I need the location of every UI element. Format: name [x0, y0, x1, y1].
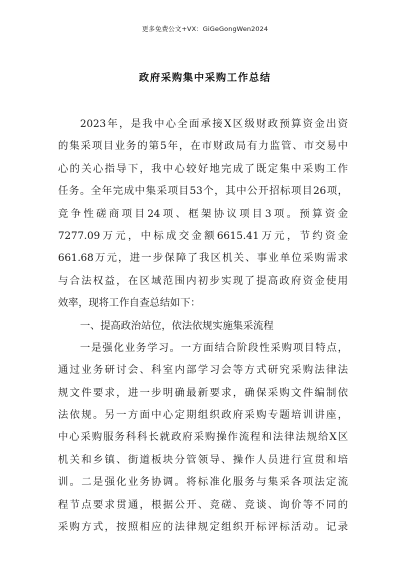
- body-line: 规文件要求，进一步明确最新要求，确保采购文件编制依: [58, 387, 348, 399]
- body-line: 任务。全年完成中集采项目53个，其中公开招标项目26项，: [58, 186, 348, 198]
- body-line: 程节点要求贯通，根据公开、竞磋、竞谈、询价等不同的: [58, 499, 348, 511]
- body-line: 的集采项目业务的第5年，在市财政局有力监管、市交易中: [58, 141, 348, 153]
- document-title: 政府采购集中采购工作总结: [139, 73, 271, 84]
- body-line: 一是强化业务学习。一方面结合阶段性采购项目特点，: [80, 342, 348, 354]
- body-line: 7277.09万元，中标成交金额6615.41万元，节约资金: [58, 230, 348, 242]
- header-note: 更多免费公文+VX：GiGeGongWen2024: [141, 25, 269, 33]
- body-line: 2023年，是我中心全面承接X区级财政预算资金出资: [80, 119, 348, 130]
- body-line: 采购方式，按照相应的法律规定组织开标评标活动。记录: [58, 522, 348, 534]
- body-line: 机关和乡镇、街道板块分管领导、操作人员进行宣贯和培: [58, 454, 348, 466]
- body-line: 661.68万元，进一步保障了我区机关、事业单位采购需求: [58, 253, 348, 265]
- body-line: 中心采购服务科科长就政府采购操作流程和法律法规给X区: [58, 432, 348, 444]
- section-heading: 一、提高政治站位，依法依规实施集采流程: [80, 320, 274, 332]
- body-line: 心的关心指导下，我中心较好地完成了既定集中采购工作: [58, 163, 348, 175]
- body-line: 法依规。另一方面中心定期组织政府采购专题培训讲座，: [58, 410, 348, 422]
- document-body: [58, 114, 348, 539]
- body-line: 效率，现将工作自查总结如下：: [58, 298, 201, 310]
- body-line: 训。二是强化业务协调。将标准化服务与集采各项法定流: [58, 477, 348, 489]
- body-line: 竞争性磋商项目24项、框架协议项目3项。预算资金: [58, 208, 348, 220]
- body-line: 与合法权益，在区域范围内初步实现了提高政府资金使用: [58, 275, 348, 287]
- body-line: 通过业务研讨会、科室内部学习会等方式研究采购法律法: [58, 365, 348, 377]
